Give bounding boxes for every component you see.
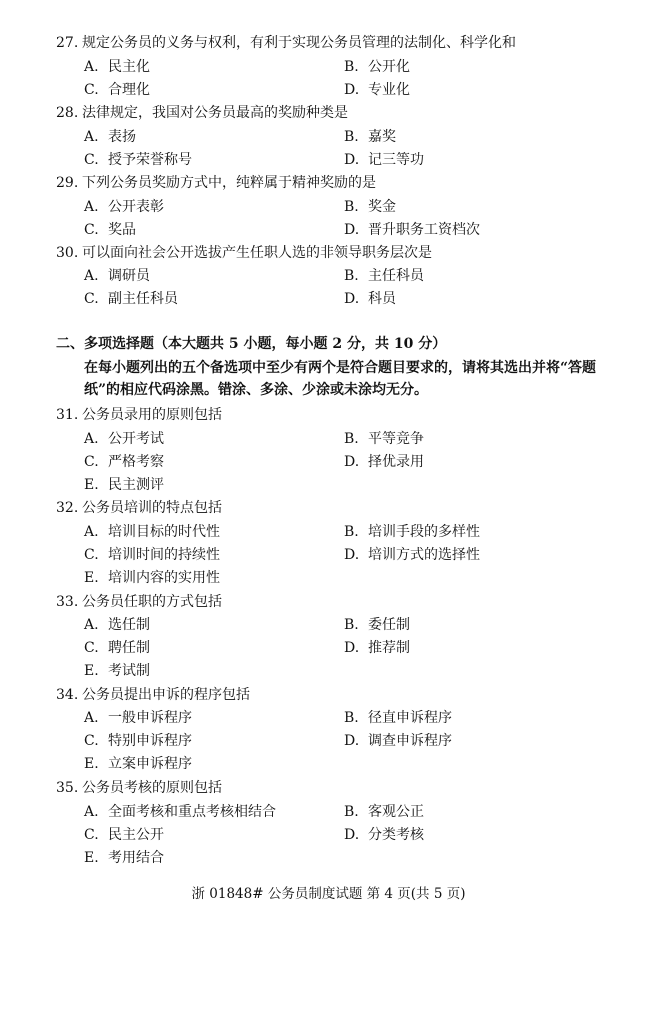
question-number: 28.: [56, 105, 79, 121]
section-title: 二、多项选择题（本大题共 5 小题，每小题 2 分，共 10 分）: [56, 336, 447, 352]
option: B. 公开化: [344, 59, 410, 75]
question-stem: 公务员培训的特点包括: [82, 500, 222, 516]
option: B. 平等竞争: [344, 431, 424, 447]
question-stem: 规定公务员的义务与权利，有利于实现公务员管理的法制化、科学化和: [82, 35, 516, 51]
option: B. 嘉奖: [344, 129, 396, 145]
option: E. 考用结合: [84, 850, 164, 866]
question-29: [56, 173, 376, 193]
option: D. 记三等功: [344, 152, 424, 168]
question-number: 35.: [56, 780, 79, 796]
question-34: [56, 685, 250, 705]
option: D. 调查申诉程序: [344, 733, 452, 749]
question-number: 29.: [56, 175, 79, 191]
question-30: [56, 243, 432, 263]
option: B. 客观公正: [344, 804, 424, 820]
option: B. 径直申诉程序: [344, 710, 452, 726]
option: B. 主任科员: [344, 268, 424, 284]
option: A. 选任制: [84, 617, 150, 633]
option: D. 晋升职务工资档次: [344, 222, 480, 238]
question-28: [56, 103, 348, 123]
question-27: [56, 33, 516, 53]
option: C. 奖品: [84, 222, 136, 238]
option: C. 培训时间的持续性: [84, 547, 220, 563]
option: E. 培训内容的实用性: [84, 570, 220, 586]
option: C. 严格考察: [84, 454, 164, 470]
option: D. 分类考核: [344, 827, 424, 843]
option: A. 公开表彰: [84, 199, 164, 215]
option: C. 合理化: [84, 82, 150, 98]
option: D. 专业化: [344, 82, 410, 98]
question-number: 27.: [56, 35, 79, 51]
question-stem: 公务员提出申诉的程序包括: [82, 687, 250, 703]
question-number: 31.: [56, 407, 79, 423]
question-35: [56, 778, 222, 798]
option: C. 聘任制: [84, 640, 150, 656]
option: A. 公开考试: [84, 431, 164, 447]
question-31: [56, 405, 222, 425]
option: B. 奖金: [344, 199, 396, 215]
option: A. 一般申诉程序: [84, 710, 192, 726]
option: E. 民主测评: [84, 477, 164, 493]
question-stem: 下列公务员奖励方式中，纯粹属于精神奖励的是: [82, 175, 376, 191]
question-number: 30.: [56, 245, 79, 261]
option: D. 推荐制: [344, 640, 410, 656]
question-stem: 公务员录用的原则包括: [82, 407, 222, 423]
option: E. 立案申诉程序: [84, 756, 192, 772]
section-instruction: 在每小题列出的五个备选项中至少有两个是符合题目要求的，请将其选出并将“答题纸”的相应代码涂黑。错涂、多涂、少涂或未涂均无分。: [84, 360, 597, 398]
option: A. 表扬: [84, 129, 136, 145]
option: C. 特别申诉程序: [84, 733, 192, 749]
question-number: 34.: [56, 687, 79, 703]
question-33: [56, 592, 222, 612]
option: C. 授予荣誉称号: [84, 152, 192, 168]
option: E. 考试制: [84, 663, 150, 679]
question-stem: 公务员考核的原则包括: [82, 780, 222, 796]
page-footer: 浙 01848# 公务员制度试题 第 4 页(共 5 页): [191, 886, 466, 902]
option: B. 培训手段的多样性: [344, 524, 480, 540]
question-number: 33.: [56, 594, 79, 610]
option: A. 调研员: [84, 268, 150, 284]
question-number: 32.: [56, 500, 79, 516]
option: D. 培训方式的选择性: [344, 547, 480, 563]
option: C. 副主任科员: [84, 291, 178, 307]
option: A. 民主化: [84, 59, 150, 75]
option: A. 全面考核和重点考核相结合: [84, 804, 276, 820]
question-stem: 可以面向社会公开选拔产生任职人选的非领导职务层次是: [82, 245, 432, 261]
option: D. 择优录用: [344, 454, 424, 470]
question-stem: 公务员任职的方式包括: [82, 594, 222, 610]
option: A. 培训目标的时代性: [84, 524, 220, 540]
option: D. 科员: [344, 291, 396, 307]
question-stem: 法律规定，我国对公务员最高的奖励种类是: [82, 105, 348, 121]
option: C. 民主公开: [84, 827, 164, 843]
option: B. 委任制: [344, 617, 410, 633]
question-32: [56, 498, 222, 518]
